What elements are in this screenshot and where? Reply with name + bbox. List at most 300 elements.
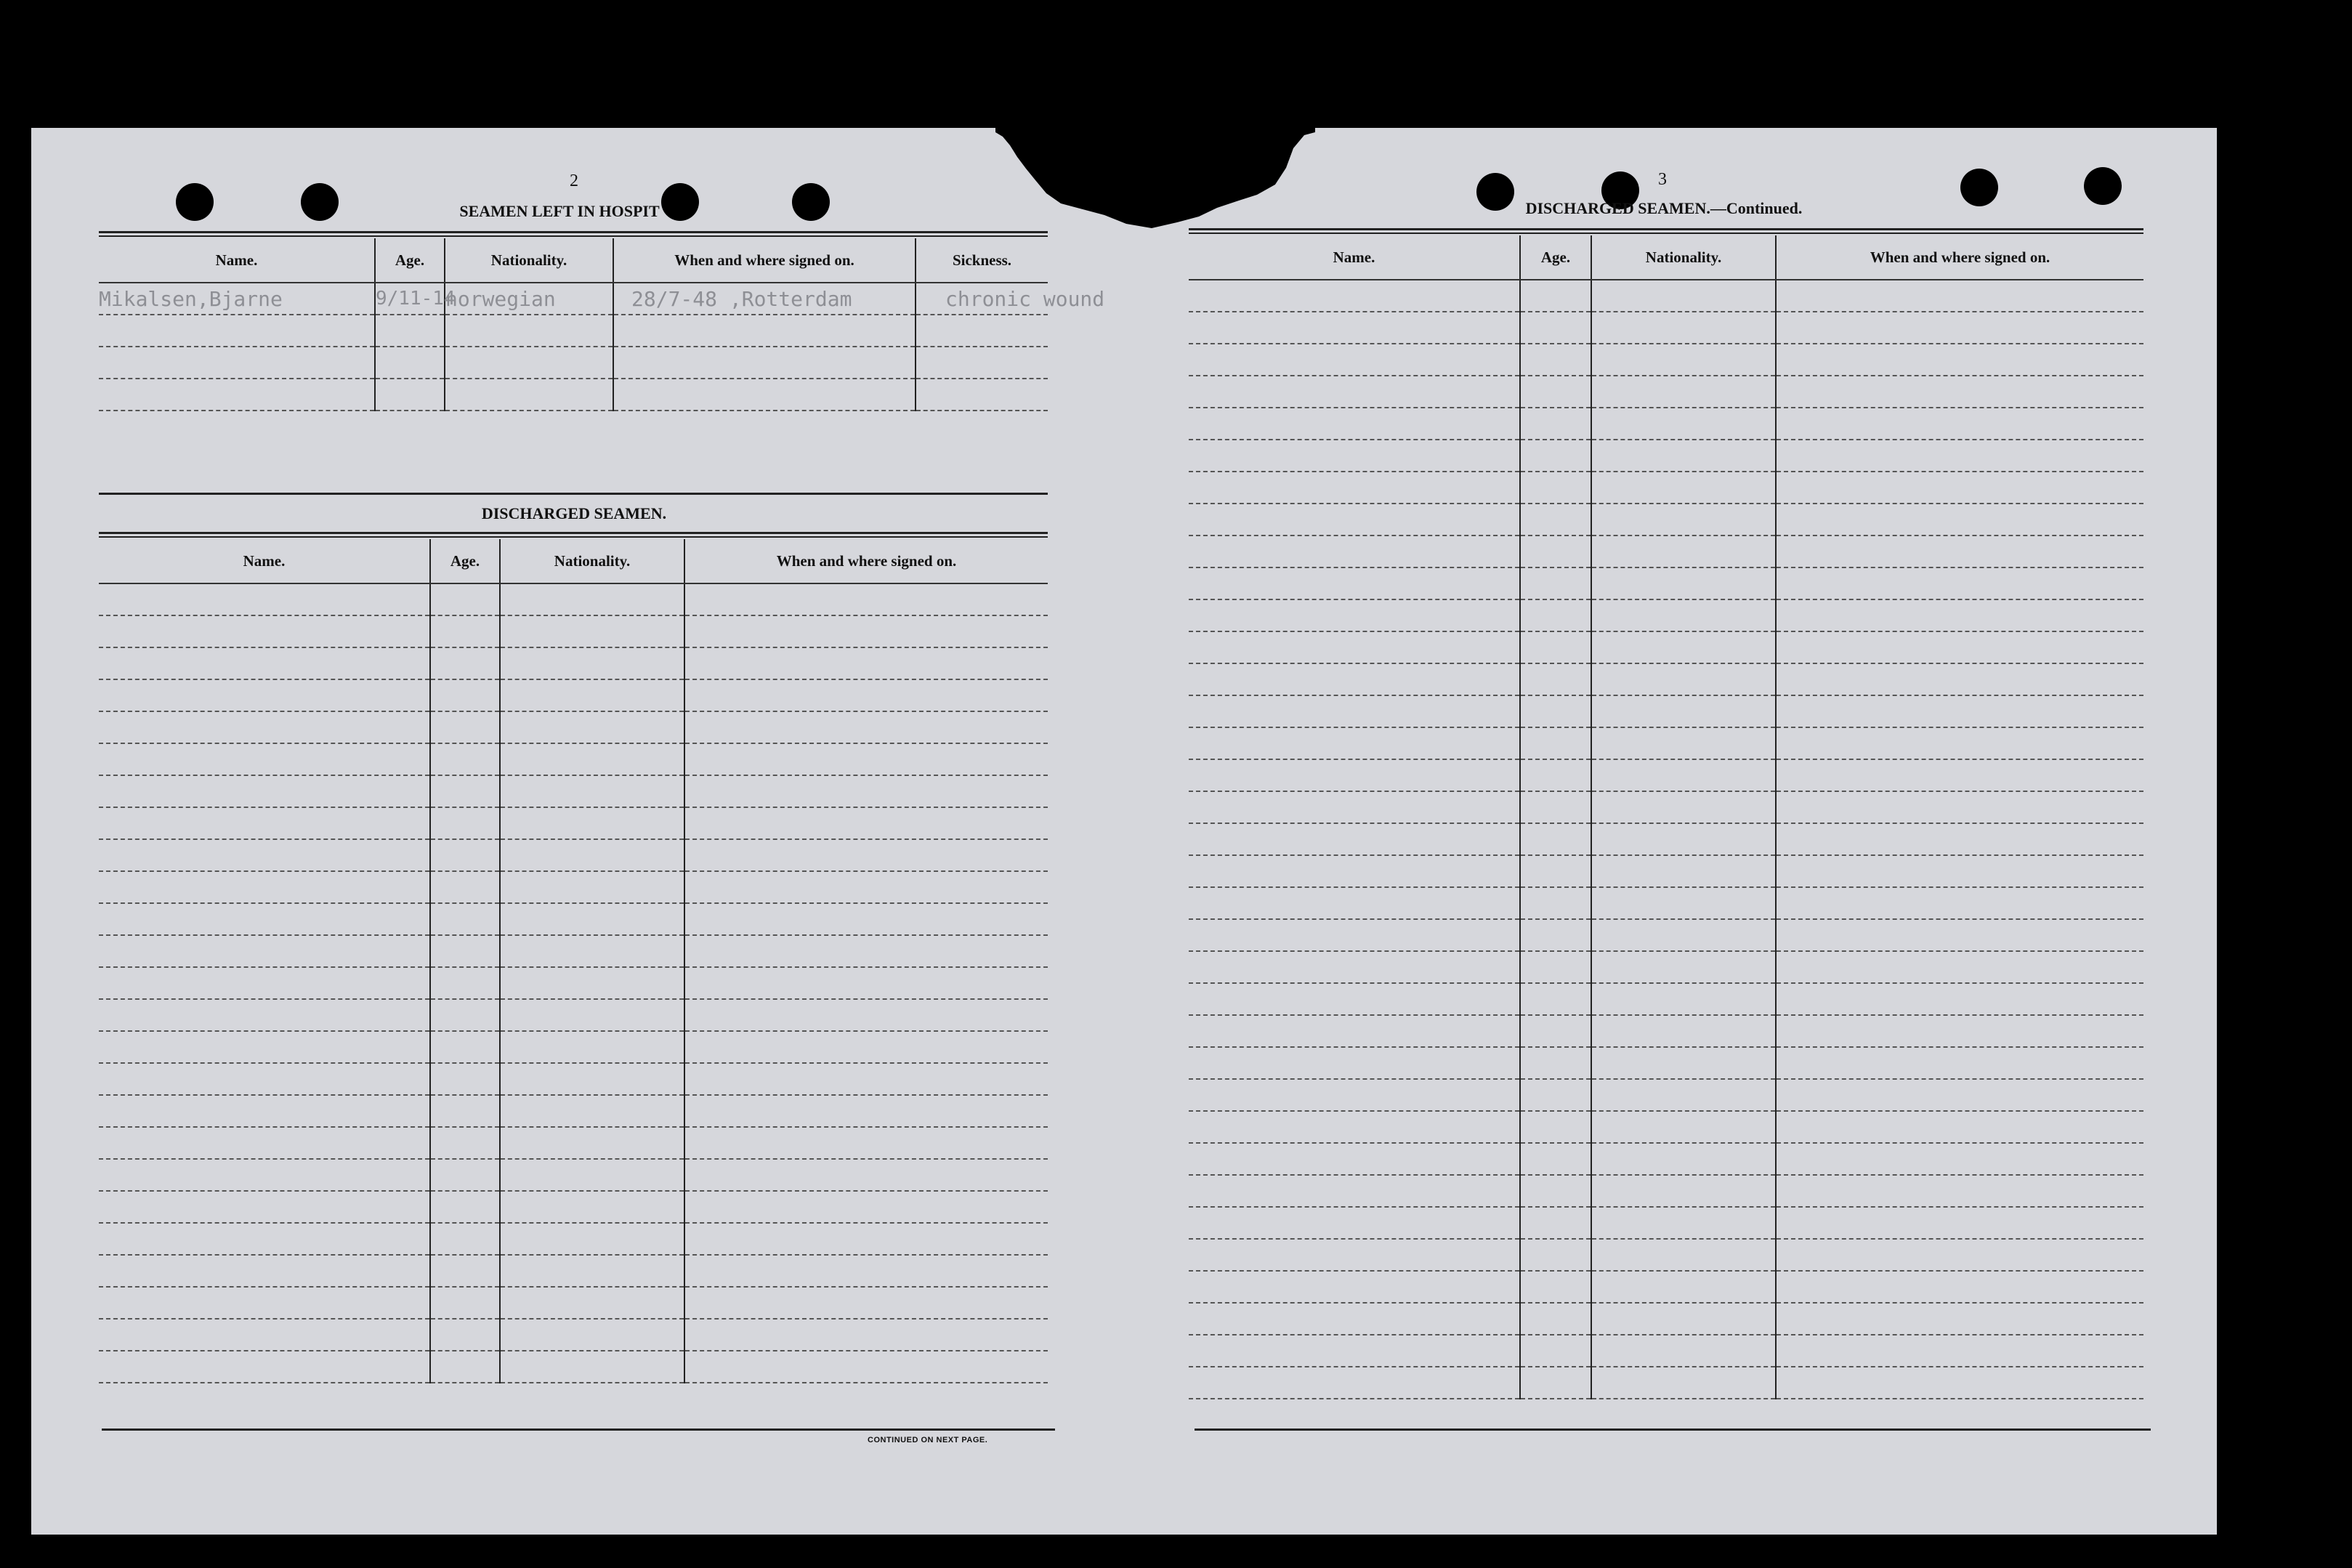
table-header-row [1189, 235, 2143, 280]
table-cell [1520, 440, 1591, 472]
table-cell [99, 807, 430, 839]
table-cell [1189, 1207, 1520, 1239]
column-header-name: Name. [99, 539, 430, 583]
table-row [1189, 280, 2143, 312]
table-cell [1591, 727, 1776, 759]
table-cell [1776, 1367, 2143, 1399]
table-cell [1591, 919, 1776, 951]
table-top-rule [1189, 228, 2143, 234]
table-cell [1591, 312, 1776, 344]
table-row [99, 679, 1048, 711]
table-cell [1591, 1271, 1776, 1303]
table-cell [99, 1095, 430, 1127]
table-row [1189, 791, 2143, 823]
table-cell [430, 743, 500, 775]
table-row [99, 1287, 1048, 1319]
table-cell [1591, 823, 1776, 855]
punch-hole [176, 183, 214, 221]
table-row [99, 615, 1048, 647]
punch-hole [301, 183, 339, 221]
table-cell [1189, 567, 1520, 599]
table-cell [1591, 1047, 1776, 1079]
column-header-age: Age. [430, 539, 500, 583]
hospital-bottom-rule [99, 493, 1048, 495]
table-cell [1591, 472, 1776, 504]
table-cell [500, 839, 684, 871]
table-row [1189, 1175, 2143, 1207]
table-cell [1776, 1015, 2143, 1047]
table-cell [430, 807, 500, 839]
table-cell [1520, 504, 1591, 536]
table-cell [99, 647, 430, 679]
table-cell [500, 967, 684, 999]
table-cell [1189, 951, 1520, 983]
table-cell [684, 583, 1048, 615]
table-cell [1776, 504, 2143, 536]
table-cell [1591, 887, 1776, 919]
table-row [1189, 504, 2143, 536]
table-cell [99, 839, 430, 871]
table-cell [430, 1287, 500, 1319]
table-cell [1776, 440, 2143, 472]
table-cell [1776, 823, 2143, 855]
table-cell [430, 775, 500, 807]
table-cell [1189, 695, 1520, 727]
table-cell [1776, 472, 2143, 504]
table-cell [1520, 951, 1591, 983]
discharged-section-title: DISCHARGED SEAMEN. [481, 504, 667, 522]
table-row [1189, 440, 2143, 472]
table-cell [1520, 536, 1591, 567]
table-cell [684, 1159, 1048, 1191]
table-cell [1776, 983, 2143, 1015]
table-row [99, 903, 1048, 935]
table-cell [99, 1351, 430, 1383]
table-cell [1591, 440, 1776, 472]
table-cell [430, 1063, 500, 1095]
column-header-age: Age. [1520, 235, 1591, 280]
table-cell [1520, 855, 1591, 887]
table-row [99, 839, 1048, 871]
table-cell [430, 935, 500, 967]
table-cell [684, 967, 1048, 999]
table-cell [684, 1255, 1048, 1287]
table-cell [430, 679, 500, 711]
table-cell [1520, 1335, 1591, 1367]
table-cell [1776, 1143, 2143, 1175]
cell-age: 9/11-14 [375, 283, 445, 315]
table-cell [1591, 1015, 1776, 1047]
table-row [1189, 823, 2143, 855]
table-cell [430, 967, 500, 999]
table-cell [500, 1127, 684, 1159]
table-cell [1189, 823, 1520, 855]
table-cell [1520, 1079, 1591, 1111]
table-row [1189, 536, 2143, 567]
table-row [1189, 1143, 2143, 1175]
table-cell [99, 1159, 430, 1191]
table-cell [430, 903, 500, 935]
table-cell [1591, 1175, 1776, 1207]
table-cell [1189, 599, 1520, 631]
punch-hole [792, 183, 830, 221]
table-bottom-rule [1195, 1428, 2151, 1431]
table-row [99, 1191, 1048, 1223]
table-cell [1776, 951, 2143, 983]
table-cell [1189, 631, 1520, 663]
table-cell [430, 1031, 500, 1063]
table-row [1189, 599, 2143, 631]
table-cell [684, 999, 1048, 1031]
table-cell [1776, 280, 2143, 312]
table-cell [500, 1255, 684, 1287]
table-cell [430, 839, 500, 871]
table-cell [684, 1127, 1048, 1159]
table-row [1189, 759, 2143, 791]
table-cell [684, 1319, 1048, 1351]
table-row [99, 347, 1048, 379]
table-row [1189, 1047, 2143, 1079]
table-cell [1189, 727, 1520, 759]
table-cell [500, 1191, 684, 1223]
table-row [1189, 855, 2143, 887]
table-cell [1520, 599, 1591, 631]
table-cell [1189, 1079, 1520, 1111]
table-row [99, 1351, 1048, 1383]
discharged-continued-table [1189, 235, 2143, 1399]
table-row [99, 1159, 1048, 1191]
table-row [1189, 919, 2143, 951]
table-header-row [99, 238, 1048, 283]
table-cell [1520, 1111, 1591, 1143]
table-cell [1520, 1271, 1591, 1303]
column-header-signed-on: When and where signed on. [613, 238, 916, 283]
table-cell [1591, 1367, 1776, 1399]
torn-edge [995, 128, 1315, 230]
column-header-nationality: Nationality. [445, 238, 613, 283]
table-cell [430, 999, 500, 1031]
table-row [1189, 1303, 2143, 1335]
table-row [99, 711, 1048, 743]
table-cell [1776, 919, 2143, 951]
table-cell [99, 775, 430, 807]
table-cell [1520, 663, 1591, 695]
hospital-section-title: SEAMEN LEFT IN HOSPIT [459, 202, 660, 220]
table-cell [1189, 1303, 1520, 1335]
table-row [1189, 1207, 2143, 1239]
table-cell [1591, 695, 1776, 727]
table-cell [500, 711, 684, 743]
column-header-name: Name. [1189, 235, 1520, 280]
table-cell [99, 615, 430, 647]
table-cell [1776, 1335, 2143, 1367]
table-row [1189, 1367, 2143, 1399]
table-cell [1520, 408, 1591, 440]
table-row [1189, 472, 2143, 504]
table-cell [1189, 312, 1520, 344]
cell-sickness: chronic wound [916, 283, 1048, 315]
table-cell [500, 903, 684, 935]
table-cell [1776, 567, 2143, 599]
table-row [1189, 695, 2143, 727]
table-row [99, 315, 1048, 347]
table-cell [1189, 1047, 1520, 1079]
table-cell [1776, 1047, 2143, 1079]
table-cell [1520, 1175, 1591, 1207]
table-cell [684, 1095, 1048, 1127]
table-cell [500, 1159, 684, 1191]
table-cell [1189, 791, 1520, 823]
table-cell [1520, 695, 1591, 727]
table-cell [1591, 1079, 1776, 1111]
table-row [1189, 727, 2143, 759]
table-row [99, 743, 1048, 775]
table-cell [430, 647, 500, 679]
table-cell [1189, 1335, 1520, 1367]
cell-name: Mikalsen,Bjarne [99, 283, 375, 315]
table-cell [500, 679, 684, 711]
table-cell [684, 807, 1048, 839]
table-cell [1520, 1239, 1591, 1271]
table-cell [430, 1191, 500, 1223]
table-cell [684, 775, 1048, 807]
table-cell [1189, 1239, 1520, 1271]
table-cell [500, 871, 684, 903]
table-cell [1189, 440, 1520, 472]
table-cell [1520, 1143, 1591, 1175]
table-cell [1189, 408, 1520, 440]
table-cell [1189, 1143, 1520, 1175]
table-cell [1591, 1111, 1776, 1143]
table-cell [1776, 1271, 2143, 1303]
table-cell [1520, 1303, 1591, 1335]
table-cell [99, 999, 430, 1031]
table-cell [1591, 663, 1776, 695]
table-cell [1189, 1271, 1520, 1303]
table-row [1189, 1239, 2143, 1271]
table-cell [500, 647, 684, 679]
table-cell [684, 1191, 1048, 1223]
table-cell [684, 1063, 1048, 1095]
table-cell [500, 775, 684, 807]
table-cell [684, 679, 1048, 711]
table-row [99, 999, 1048, 1031]
table-cell [500, 1287, 684, 1319]
column-header-nationality: Nationality. [1591, 235, 1776, 280]
table-cell [684, 711, 1048, 743]
table-cell [430, 1351, 500, 1383]
table-row [99, 807, 1048, 839]
table-cell [684, 615, 1048, 647]
table-cell [1776, 1175, 2143, 1207]
table-cell [430, 583, 500, 615]
table-cell [1591, 344, 1776, 376]
table-cell [1520, 983, 1591, 1015]
table-cell [500, 1031, 684, 1063]
table-cell [684, 935, 1048, 967]
table-cell [430, 615, 500, 647]
punch-hole [2084, 167, 2122, 205]
table-cell [99, 1031, 430, 1063]
table-cell [500, 1063, 684, 1095]
table-cell [684, 1287, 1048, 1319]
table-cell [1189, 1111, 1520, 1143]
table-cell [1591, 631, 1776, 663]
table-cell [1776, 1207, 2143, 1239]
table-row [99, 871, 1048, 903]
discharged-continued-title: DISCHARGED SEAMEN.—Continued. [1525, 199, 1803, 217]
table-cell [1520, 1367, 1591, 1399]
table-cell [1776, 791, 2143, 823]
table-cell [1189, 855, 1520, 887]
table-cell [500, 1223, 684, 1255]
table-row [1189, 1111, 2143, 1143]
table-cell [500, 615, 684, 647]
table-cell [1520, 1207, 1591, 1239]
table-cell [1776, 1111, 2143, 1143]
table-cell [430, 1223, 500, 1255]
page-number: 3 [1658, 170, 1667, 189]
table-row [99, 283, 1048, 315]
table-row [99, 1095, 1048, 1127]
table-cell [684, 1223, 1048, 1255]
table-cell [1591, 791, 1776, 823]
table-cell [1520, 280, 1591, 312]
table-cell [1776, 1239, 2143, 1271]
table-row [99, 775, 1048, 807]
table-cell [430, 871, 500, 903]
continued-note: CONTINUED ON NEXT PAGE. [868, 1436, 988, 1444]
table-cell [1520, 344, 1591, 376]
table-cell [1776, 599, 2143, 631]
table-cell [1189, 1175, 1520, 1207]
table-cell [684, 1351, 1048, 1383]
table-cell [1520, 791, 1591, 823]
table-cell [99, 871, 430, 903]
table-cell [99, 903, 430, 935]
table-cell [500, 807, 684, 839]
table-row [1189, 631, 2143, 663]
table-cell [1776, 536, 2143, 567]
table-cell [99, 711, 430, 743]
table-row [99, 379, 1048, 411]
table-cell [1591, 855, 1776, 887]
table-cell [99, 1319, 430, 1351]
table-row [1189, 344, 2143, 376]
table-cell [1591, 1207, 1776, 1239]
table-cell [1520, 759, 1591, 791]
table-cell [1776, 312, 2143, 344]
table-top-rule [99, 532, 1048, 538]
cell-signed-on: 28/7-48 ,Rotterdam [613, 283, 916, 315]
table-cell [1776, 695, 2143, 727]
table-header-row [99, 539, 1048, 583]
table-cell [430, 1255, 500, 1287]
cell-nationality: norwegian [445, 283, 613, 315]
table-row [99, 1223, 1048, 1255]
table-cell [1520, 727, 1591, 759]
table-cell [1520, 631, 1591, 663]
table-cell [1591, 408, 1776, 440]
table-cell [1776, 1303, 2143, 1335]
table-cell [684, 871, 1048, 903]
table-row [99, 1063, 1048, 1095]
table-cell [684, 1031, 1048, 1063]
table-cell [1591, 1335, 1776, 1367]
table-cell [99, 679, 430, 711]
table-cell [1189, 376, 1520, 408]
table-row [1189, 408, 2143, 440]
table-cell [500, 743, 684, 775]
table-cell [1591, 983, 1776, 1015]
table-cell [99, 583, 430, 615]
table-row [1189, 1335, 2143, 1367]
table-cell [99, 1127, 430, 1159]
table-cell [1591, 759, 1776, 791]
table-row [1189, 887, 2143, 919]
table-cell [1776, 663, 2143, 695]
table-cell [1776, 727, 2143, 759]
table-cell [99, 1063, 430, 1095]
table-cell [1520, 1047, 1591, 1079]
table-cell [1189, 344, 1520, 376]
table-cell [684, 647, 1048, 679]
table-row [1189, 567, 2143, 599]
table-cell [500, 999, 684, 1031]
table-cell [1189, 472, 1520, 504]
table-cell [1189, 887, 1520, 919]
column-header-sickness: Sickness. [916, 238, 1048, 283]
table-cell [1776, 887, 2143, 919]
table-cell [1189, 536, 1520, 567]
table-cell [500, 935, 684, 967]
table-cell [684, 743, 1048, 775]
column-header-name: Name. [99, 238, 375, 283]
column-header-signed-on: When and where signed on. [684, 539, 1048, 583]
table-cell [99, 967, 430, 999]
table-cell [1189, 663, 1520, 695]
table-row [99, 935, 1048, 967]
table-row [99, 1255, 1048, 1287]
table-cell [1776, 1079, 2143, 1111]
table-cell [1776, 855, 2143, 887]
table-cell [1520, 312, 1591, 344]
table-cell [99, 1223, 430, 1255]
table-cell [1189, 1367, 1520, 1399]
table-cell [1520, 567, 1591, 599]
table-cell [430, 711, 500, 743]
table-cell [1591, 1303, 1776, 1335]
table-cell [1520, 823, 1591, 855]
table-cell [1189, 759, 1520, 791]
table-cell [1189, 1015, 1520, 1047]
table-cell [1520, 376, 1591, 408]
table-bottom-rule [102, 1428, 1055, 1431]
table-cell [1776, 344, 2143, 376]
table-cell [1520, 472, 1591, 504]
table-row [99, 1127, 1048, 1159]
table-cell [1591, 599, 1776, 631]
table-row [1189, 663, 2143, 695]
table-row [99, 583, 1048, 615]
table-row [1189, 983, 2143, 1015]
table-cell [1776, 759, 2143, 791]
discharged-table [99, 539, 1048, 1383]
table-cell [99, 1191, 430, 1223]
table-cell [99, 935, 430, 967]
table-cell [684, 839, 1048, 871]
table-cell [99, 1287, 430, 1319]
